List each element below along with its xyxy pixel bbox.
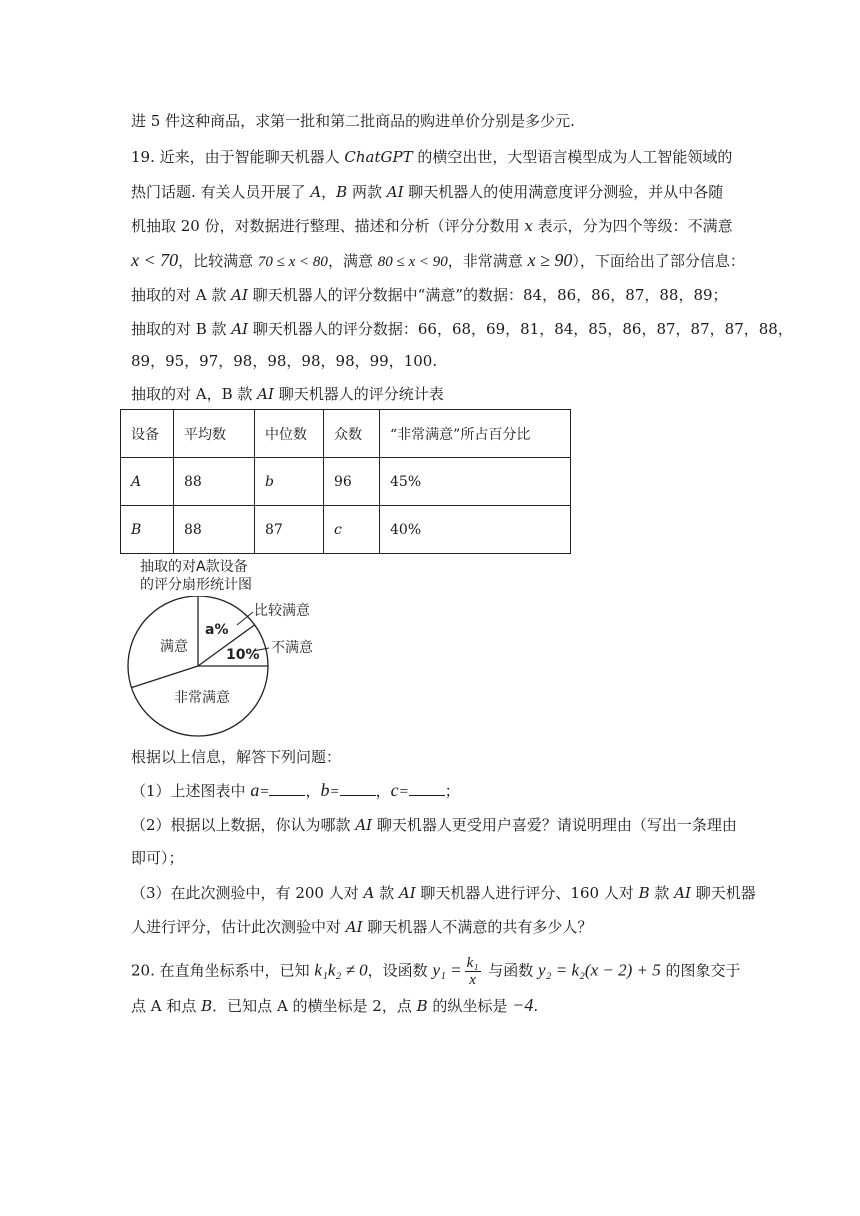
pie-chart [125, 596, 365, 746]
table-caption: 抽取的对 A，B 款 AI 聊天机器人的评分统计表 [131, 385, 444, 403]
answer-blank-c[interactable] [409, 781, 445, 796]
q19-line-4: x < 70，比较满意 70 ≤ x < 80，满意 80 ≤ x < 90，非常满意 x ≥ 90），下面给出了部分信息： [131, 250, 745, 270]
q19-line-2: 热门话题. 有关人员开展了 A，B 两款 AI 聊天机器人的使用满意度评分测验，并从中各随 [131, 183, 724, 201]
q19-line-3: 机抽取 20 份，对数据进行整理、描述和分析（评分分数用 x 表示，分为四个等级：不满意 [131, 217, 733, 235]
q18-tail-text: 进 5 件这种商品，求第一批和第二批商品的购进单价分别是多少元. [131, 112, 575, 130]
table-cell: 88 [174, 458, 255, 506]
table-cell: 45% [380, 458, 571, 506]
question-3-line-1: （3）在此次测验中，有 200 人对 A 款 AI 聊天机器人进行评分、160 人对 B 款 AI 聊天机器 [131, 884, 756, 902]
q19-line-6: 抽取的对 B 款 AI 聊天机器人的评分数据：66，68，69，81，84，85，86，87，87，87，88， [131, 320, 793, 338]
table-cell: 87 [255, 506, 324, 554]
questions-intro: 根据以上信息，解答下列问题： [131, 748, 342, 766]
pie-label-fairly: 比较满意 [254, 603, 310, 619]
answer-blank-b[interactable] [340, 781, 376, 796]
table-header-row [121, 410, 571, 458]
table-cell: B [121, 506, 174, 554]
stats-table [120, 409, 571, 554]
pie-label-satisfied: 满意 [160, 639, 188, 655]
table-cell: A [121, 458, 174, 506]
table-row [121, 458, 571, 506]
table-header-cell: 中位数 [255, 410, 324, 458]
question-2-line-1: （2）根据以上数据，你认为哪款 AI 聊天机器人更受用户喜爱？请说明理由（写出一条理由 [131, 816, 737, 834]
pie-label-10: 10% [226, 647, 260, 663]
table-cell: b [255, 458, 324, 506]
q20-line-2: 点 A 和点 B．已知点 A 的横坐标是 2，点 B 的纵坐标是 −4. [131, 995, 539, 1015]
table-cell: 40% [380, 506, 571, 554]
q19-line-5: 抽取的对 A 款 AI 聊天机器人的评分数据中“满意”的数据：84，86，86，87，88，89； [131, 286, 728, 304]
table-cell: c [324, 506, 380, 554]
pie-title-line-2: 的评分扇形统计图 [140, 577, 252, 593]
answer-blank-a[interactable] [269, 781, 305, 796]
question-1: （1）上述图表中 a= ，b= ，c= ； [131, 780, 460, 800]
table-header-cell: 众数 [324, 410, 380, 458]
q19-line-7: 89，95，97，98，98，98，98，99，100. [131, 352, 438, 370]
table-row [121, 506, 571, 554]
pie-title-line-1: 抽取的对A款设备 [140, 559, 248, 575]
pie-label-unsatisfied: 不满意 [271, 640, 313, 656]
table-header-cell: 平均数 [174, 410, 255, 458]
question-3-line-2: 人进行评分，估计此次测验中对 AI 聊天机器人不满意的共有多少人？ [131, 918, 593, 936]
table-header-cell: 设备 [121, 410, 174, 458]
fraction-k1-over-x: $\frac{\text{k₁}}{x}$ [466, 955, 479, 988]
table-header-cell: “非常满意”所占百分比 [380, 410, 571, 458]
question-2-line-2: 即可）； [131, 849, 184, 867]
pie-label-a: a% [205, 622, 229, 638]
table-cell: 88 [174, 506, 255, 554]
q20-line-1: 20. 在直角坐标系中，已知 k₁k₂ ≠ 0，设函数 y₁ = $\frac{\text{k₁}}{x}$ 与函数 y₂ = k₂(x − 2) + 5 的图象交于 [131, 955, 741, 988]
table-cell: 96 [324, 458, 380, 506]
q19-line-1: 19. 近来，由于智能聊天机器人 ChatGPT 的横空出世，大型语言模型成为人工智能领域的 [131, 148, 733, 166]
pie-label-very: 非常满意 [174, 690, 230, 706]
